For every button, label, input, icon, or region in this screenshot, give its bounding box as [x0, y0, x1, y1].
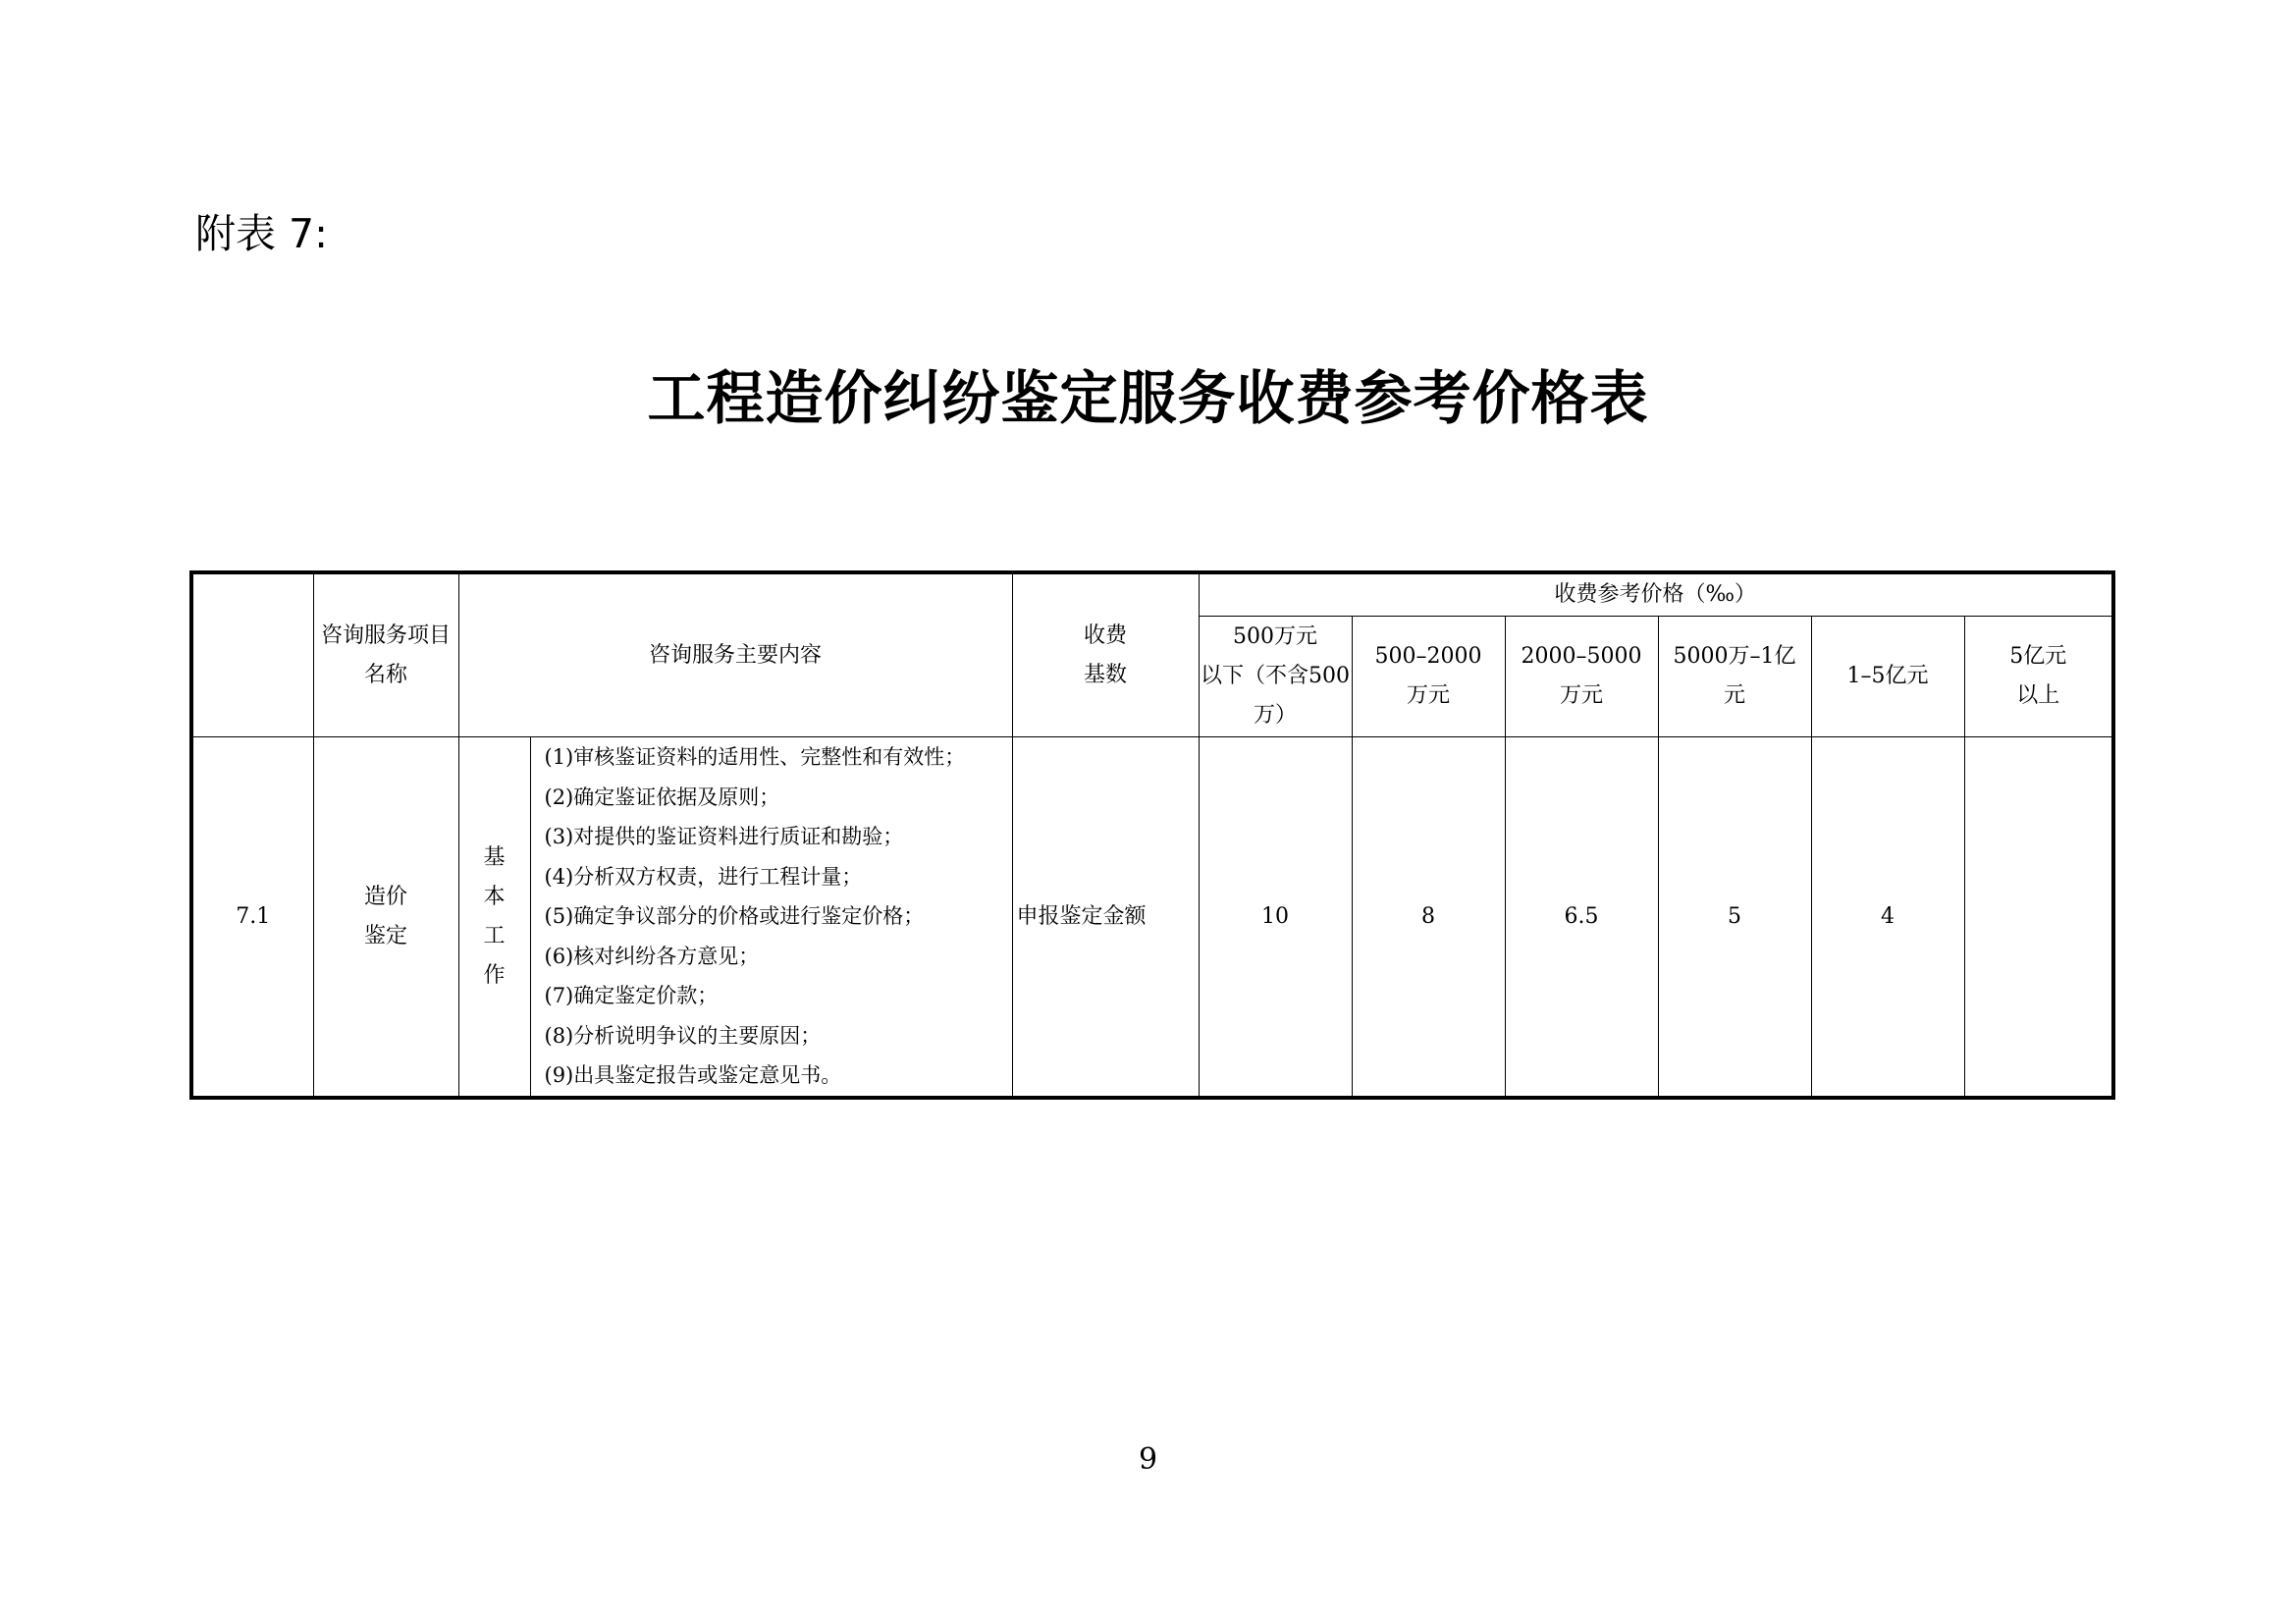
tier-header-cell: [1352, 617, 1505, 737]
work-type-char: 工: [483, 923, 506, 948]
header-main-content-cell: [458, 572, 1012, 737]
price-cell: [1964, 737, 2113, 1099]
tier-header-line: 1–5亿元: [1846, 664, 1929, 688]
header-main-content: 咨询服务主要内容: [649, 642, 823, 668]
header-item-name-line: 名称: [363, 662, 407, 687]
tier-header-line: 以下（不含500: [1201, 664, 1351, 688]
table-row: [191, 737, 2113, 1099]
fee-reference-table: [189, 570, 2115, 1100]
row-item-name-line: 造价: [363, 884, 407, 909]
tier-header-line: 5000万–1亿: [1673, 644, 1796, 669]
tier-header-cell: [1505, 617, 1658, 737]
tier-header-line: 5亿元: [2009, 644, 2067, 669]
list-item: (6)核对纠纷各方意见；: [544, 944, 760, 968]
tier-header-line: 万）: [1254, 703, 1298, 728]
work-type-char: 基: [483, 844, 506, 870]
header-price-group: 收费参考价格（‰）: [1554, 582, 1757, 607]
page-number: 9: [1138, 1442, 1158, 1477]
tier-header-line: 500万元: [1233, 624, 1318, 649]
content-list: [531, 737, 1012, 1096]
appendix-label: 附表 7:: [195, 210, 328, 257]
header-price-group-cell: [1199, 572, 2113, 617]
list-item: (3)对提供的鉴证资料进行质证和勘验；: [544, 825, 904, 849]
tier-header-line: 万元: [1560, 683, 1604, 708]
document-title: 工程造价纠纷鉴定服务收费参考价格表: [647, 364, 1649, 432]
header-item-name-line: 咨询服务项目: [320, 623, 451, 648]
tier-header-line: 2000–5000: [1521, 644, 1642, 669]
list-item: (9)出具鉴定报告或鉴定意见书。: [544, 1063, 842, 1088]
row-number: 7.1: [191, 737, 313, 1099]
header-item-name-cell: [313, 572, 458, 737]
tier-header-line: 元: [1724, 683, 1746, 708]
tier-header-cell: [1964, 617, 2113, 737]
tier-header-cell: [1658, 617, 1811, 737]
price-cell: 10: [1199, 737, 1352, 1099]
price-cell: 4: [1811, 737, 1964, 1099]
list-item: (1)审核鉴证资料的适用性、完整性和有效性；: [544, 745, 966, 770]
header-fee-basis-cell: [1012, 572, 1199, 737]
row-work-type-cell: [458, 737, 530, 1099]
list-item: (4)分析双方权责，进行工程计量；: [544, 864, 863, 889]
row-content-cell: [530, 737, 1012, 1099]
list-item: (5)确定争议部分的价格或进行鉴定价格；: [544, 904, 925, 929]
list-item: (8)分析说明争议的主要原因；: [544, 1023, 822, 1048]
header-number-cell: [191, 572, 313, 737]
work-type-char: 本: [483, 884, 506, 909]
tier-header-line: 以上: [2016, 683, 2060, 708]
row-fee-basis: 申报鉴定金额: [1012, 737, 1199, 1099]
header-fee-basis-line: 基数: [1084, 662, 1128, 687]
price-cell: 6.5: [1505, 737, 1658, 1099]
header-row-top: [191, 572, 2113, 617]
tier-header-line: 500–2000: [1374, 644, 1482, 669]
list-item: (2)确定鉴证依据及原则；: [544, 785, 780, 809]
row-item-name-line: 鉴定: [363, 923, 407, 948]
price-cell: 5: [1658, 737, 1811, 1099]
work-type-char: 作: [483, 962, 506, 988]
tier-header-line: 万元: [1407, 683, 1451, 708]
price-cell: 8: [1352, 737, 1505, 1099]
list-item: (7)确定鉴定价款；: [544, 984, 719, 1008]
tier-header-cell: [1811, 617, 1964, 737]
header-fee-basis-line: 收费: [1084, 623, 1128, 648]
tier-header-cell: [1199, 617, 1352, 737]
row-item-name-cell: [313, 737, 458, 1099]
